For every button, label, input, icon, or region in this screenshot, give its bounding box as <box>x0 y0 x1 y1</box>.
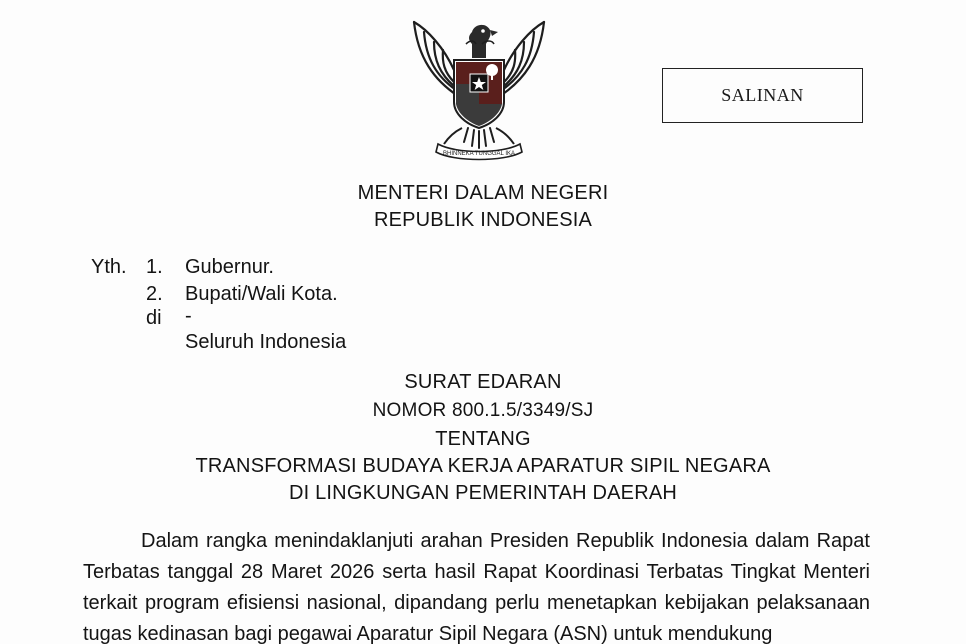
addressee-location: Seluruh Indonesia <box>185 331 347 353</box>
issuer-line-2: REPUBLIK INDONESIA <box>373 209 593 231</box>
addressee-number-1: 1. <box>146 256 163 278</box>
addressee-item-1: Gubernur. <box>185 256 274 278</box>
document-subject-line-1: TRANSFORMASI BUDAYA KERJA APARATUR SIPIL NEGARA <box>195 455 771 477</box>
salinan-stamp-box <box>662 68 863 123</box>
body-paragraph: Dalam rangka menindaklanjuti arahan Presiden Republik Indonesia dalam Rapat Terbatas tanggal 28 Maret 2026 serta hasil Rapat Koordinasi Terbatas Tingkat Menteri terkait program efisiensi nasional, dipandang perlu menetapkan kebijakan pelaksanaan tugas kedinasan bagi pegawai Aparatur Sipil Negara (ASN) untuk mendukung <box>83 530 870 644</box>
addressee-item-2: Bupati/Wali Kota. <box>185 283 338 305</box>
body-text <box>83 526 870 644</box>
document-about-label: TENTANG <box>435 428 531 450</box>
document-subject-line-2: DI LINGKUNGAN PEMERINTAH DAERAH <box>288 482 678 504</box>
addressee-label: Yth. <box>91 256 127 278</box>
di-label: di <box>146 307 162 329</box>
issuer-line-1: MENTERI DALAM NEGERI <box>357 182 609 204</box>
emblem-motto: BHINNEKA TUNGGAL IKA <box>442 151 516 157</box>
garuda-emblem-icon <box>404 10 554 166</box>
document-number: NOMOR 800.1.5/3349/SJ <box>372 400 594 421</box>
document-type: SURAT EDARAN <box>404 371 562 393</box>
di-value: - <box>185 305 192 327</box>
addressee-number-2: 2. <box>146 283 163 305</box>
salinan-label: SALINAN <box>721 85 804 105</box>
